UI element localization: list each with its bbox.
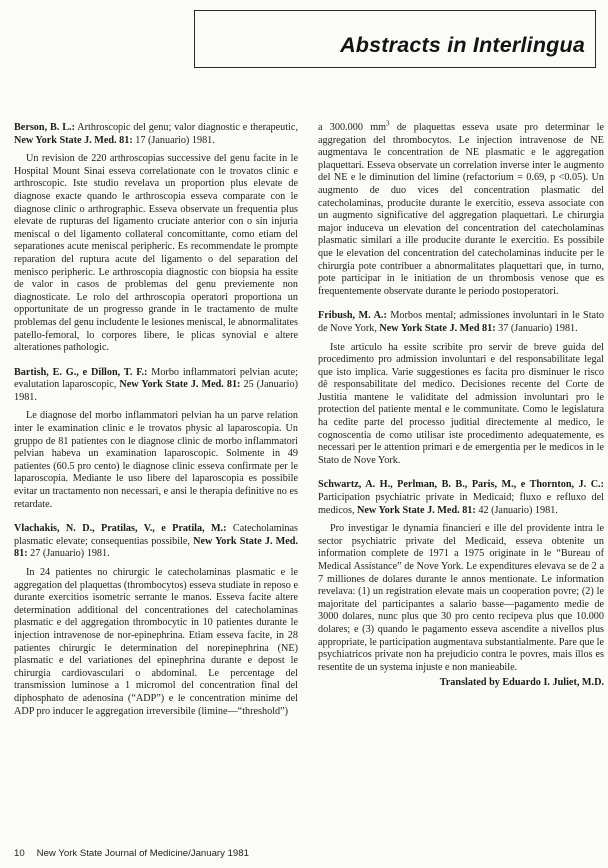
header-box [194,10,596,68]
abstract-body-fribush: Iste articulo ha essite scribite pro servir de breve guida del procedimento pro admission involuntari e del responsabilitate legal que isto implica. Varie suggestiones es facita pro disminuer le risco dê responsabilitate del medico. Decisiones recente del Corte de Justitia mantene le validitate del admission involuntari pro le protection del patiente mental e le communitate. Como le legislatura ha cedite parte del processo juditial directemente al medico, le cognoscentia de como utilisar iste procedimento adequatemente, es necessari per le attention primari e de emergentia per le medicos in le Stato de Nove York. [318,341,604,466]
header-title: Abstracts in Interlingua [340,33,585,57]
citation-title: Participation psychiatric private in Medicaid; fluxo e refluxo del medicos, [318,492,604,516]
abstract-body-vlachakis-part1: In 24 patientes no chirurgic le catecholaminas plasmatic e le aggregation del plaquettas (thrombocytos) esseva studiate in reposo e durante exercitios isometric serrante le manos. Esseva facite altere determination additional del concentrationes del catecholaminas plasmatic e del aggregation thrombocytic in 10 patientes durante le injection intravenose de nor-epinephrina. Etiam esseva facite, in 28 patientes chirurgic le determination del norepinephrina (NE) plasmatic e del variationes del epinephrina durante e depost le chirurgia cardiovasculari o abdominal. Le percentage del transmission luminose a 1 micromol del concentration final del diphosphato de adenosina (“ADP”) e le concentration minime del ADP pro inducer le aggregation irreversibile (limine—“threshold”) [14,567,298,717]
citation-bartish [14,367,298,405]
abstract-body-bartish: Le diagnose del morbo inflammatori pelvian ha un parve relation inter le examination clinic e le trovatos physic al laparoscopia. Un gruppo de 81 patientes con le diagnose clinic de morbo inflammatori pelvian habeva un examination laparoscopic. Solmente in 49 patientes (60.5 pro cento) le diagnose clinic esseva confirmate per le laparoscopia. Mediante le uso libere del laparoscopia es possibile evitar un tractamento non necessari, e ansi le therapia definitive no es retardate. [14,410,298,510]
citation-ref: 27 (Januario) 1981. [27,548,110,560]
citation-berson [14,122,298,147]
citation-journal: New York State J. Med. 81: [119,379,241,391]
citation-vlachakis [14,523,298,561]
citation-ref: 42 (Januario) 1981. [475,504,558,516]
citation-authors: Bartish, E. G., e Dillon, T. F.: [14,366,148,378]
citation-schwartz [318,479,604,517]
citation-journal: New York State J. Med. 81: [14,535,298,560]
abstract-body-schwartz: Pro investigar le dynamia financieri e ille del providente intra le sector psychiatric private del Medicaid, esseva obtenite un information complete de 1971 a 1975 originate in le “Bureau of Medical Assistance” de Nove York. Le expenditures elevava se de 2 a 7 milliones de dolares durante le annos mentionate. Le information revelava: (1) un registration elevate mais un cooperation povre; (2) le majoritate del participantes a salario basse—pagamento medie de 3000 dolares, nunc plus que 30 pro cento recipeva plus que 10.000 dolares; e (3) quando le pagamento esseva ascendite a nivellos plus appropriate, le participation augmentava substantialmente. Pare que le psychiatricos private non ha prejudicio contra le povres, mais illos es resentite de un systema injuste e non manieabile. [318,523,604,673]
citation-authors: Berson, B. L.: [14,122,75,133]
continuation-text-rest: de plaquettas esseva usate pro determinar le aggregation del thrombocytos. Le injection intravenose de NE augmentava le concentration de NE plasmatic e le aggregation plaquettari. Esseva observate un correlation inverse inter le augmento del NE e le diminution del limine (refactorium = 0.69, p <0.05). Un augmento de duo vices del concentration plasmatic del catecholaminas, producite durante le exercitio, esseva associate con un augmento significative del aggregation plaquettari. Le chirurgia major induceva un elevation del concentration del catecholaminas plasmatic similari a ille producite durante le exercitio. Es possibile que le elevation del concentration del catecholaminas inducite per le chirurgia pote contribuer a abnormalitates plaquettari que, in turno, pote participar in le initiation de un thrombosis venose que es frequentemente observate durante le periodo postoperatori. [318,122,604,297]
citation-authors: Vlachakis, N. D., Pratilas, V., e Pratila, M.: [14,523,227,535]
abstract-body-berson: Un revision de 220 arthroscopias successive del genu facite in le Hospital Mount Sinai esseva correlationate con le trovatos clinic e arthroscopic. Iste studio revelava un proportion plus elevate de diagnose exacte quando le arthroscopia esseva comparate con le diagnose clinic o arthrographic. Esseva observate un frequentia plus elevate de rupturas del ligamento cruciate anterior con o sin injuria meniscal o del ligamento collateral concomittante, como etiam del separationes acute meniscal peripheric. Es recommendate le prompte reparation del ruptura acute del ligamento o del separation del menisco peripheric. Le arthroscopia diagnostic con biopsia ha essite de valor in casos de problemas del genu previemente non diagnosticate. Le rolo del arthroscopia operatori proportiona un opportunitate de un progresso grande in le tractamento de multe problemas del genu includente le lesiones meniscal, le abnormalitates patello-femoral, lo corpores libere, le plicas synovial e altere alterationes pathologic. [14,153,298,354]
citation-journal: New York State J. Med 81: [379,322,496,334]
citation-journal: New York State J. Med. 81: [357,504,476,516]
citation-fribush [318,310,604,335]
continuation-text-start: a 300.000 mm [318,122,387,133]
journal-issue: New York State Journal of Medicine/January 1981 [36,848,249,859]
citation-title: Arthroscopic del genu; valor diagnostic e therapeutic, [74,122,298,133]
superscript: 3 [386,119,390,128]
abstract-body-vlachakis-part2 [318,119,604,298]
citation-ref: 17 (Januario) 1981. [132,134,215,146]
right-column [318,119,605,690]
translator-credit: Translated by Eduardo I. Juliet, M.D. [439,677,604,689]
citation-authors: Schwartz, A. H., Perlman, B. B., Paris, M., e Thornton, J. C.: [318,479,604,491]
citation-ref: 25 (Januario) 1981. [14,379,298,403]
citation-journal: New York State J. Med. 81: [14,134,133,146]
citation-ref: 37 (Januario) 1981. [495,322,578,334]
page-number: 10 [14,848,25,859]
citation-authors: Fribush, M. A.: [318,310,387,322]
left-column [14,122,298,730]
page-footer [14,848,249,859]
citation-title: Catecholaminas plasmatic elevate; consequentias possibile, [14,523,298,547]
citation-title: Morbos mental; admissiones involuntari in le Stato de Nove York, [318,310,605,334]
citation-title: Morbo inflammatori pelvian acute; evalutation laparoscopic, [14,366,298,391]
